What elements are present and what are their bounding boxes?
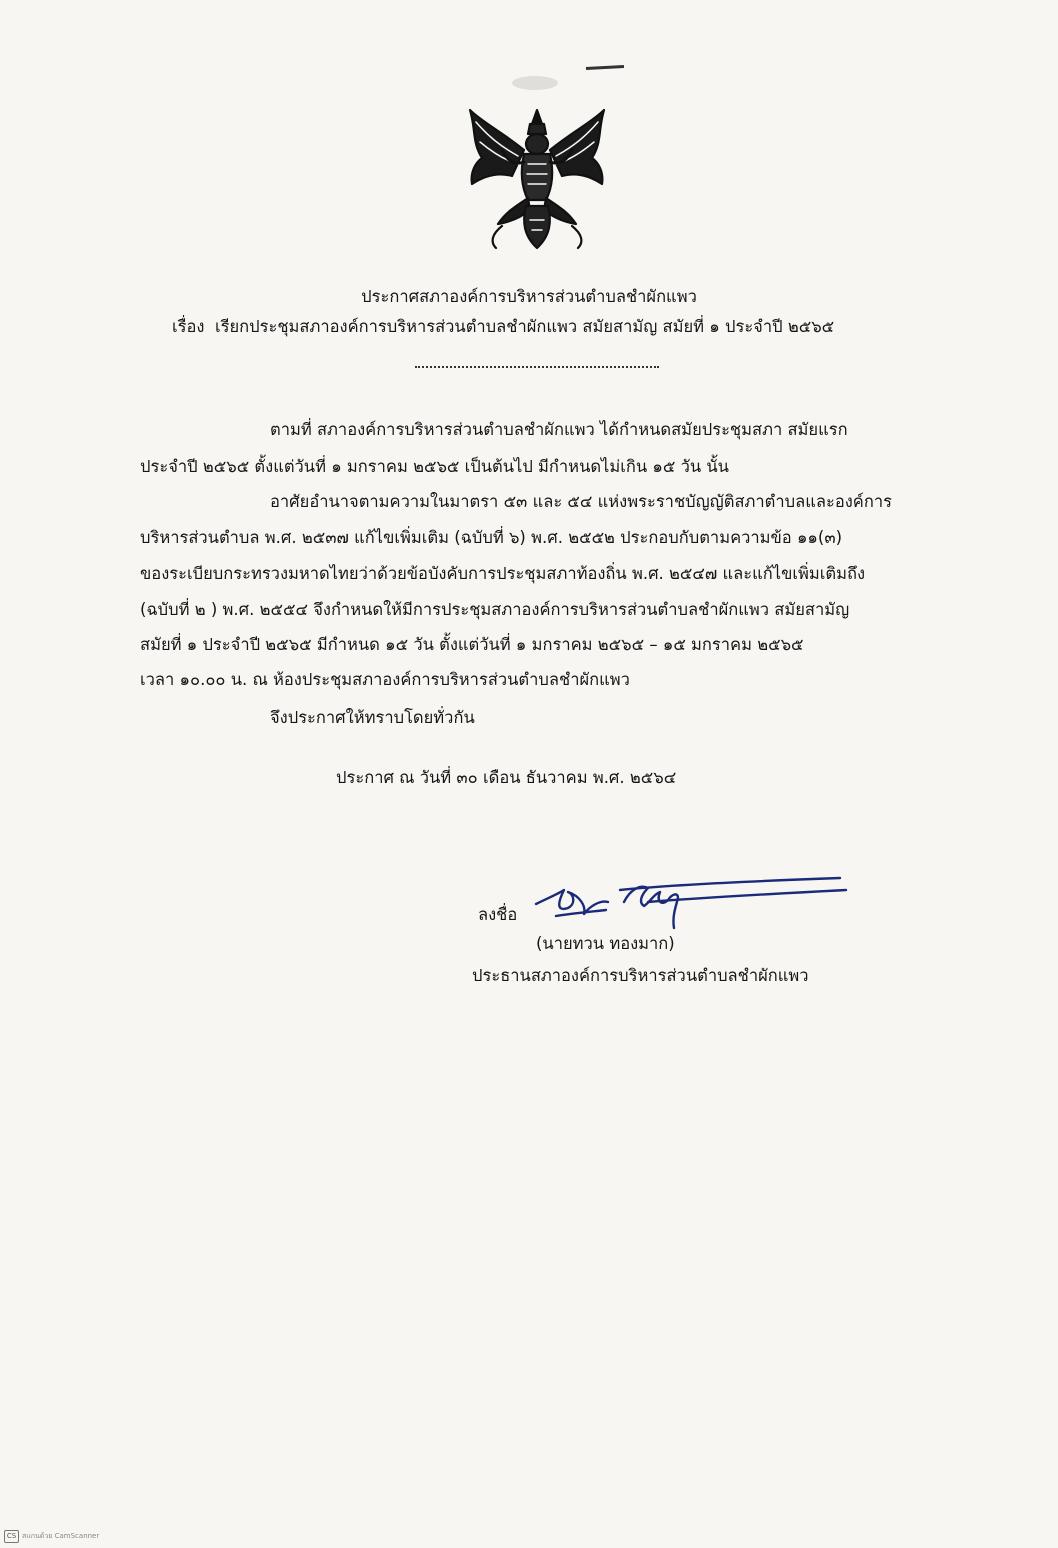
dotted-separator	[415, 366, 659, 368]
subject-label: เรื่อง	[172, 317, 205, 336]
camscanner-logo-icon: CS	[4, 1530, 19, 1543]
camscanner-text: สแกนด้วย CamScanner	[22, 1532, 100, 1540]
body-line-7: สมัยที่ ๑ ประจำปี ๒๕๖๕ มีกำหนด ๑๕ วัน ตั้งแต่วันที่ ๑ มกราคม ๒๕๖๕ – ๑๕ มกราคม ๒๕๖๕	[140, 635, 804, 654]
body-line-1: ตามที่ สภาองค์การบริหารส่วนตำบลชำผักแพว ได้กำหนดสมัยประชุมสภา สมัยแรก	[270, 420, 848, 439]
date-line: ประกาศ ณ วันที่ ๓๐ เดือน ธันวาคม พ.ศ. ๒๕๖๔	[336, 768, 677, 787]
camscanner-watermark	[4, 1530, 99, 1543]
sign-label: ลงชื่อ	[478, 905, 518, 924]
signer-name: (นายทวน ทองมาก)	[536, 934, 675, 953]
subject-text: เรียกประชุมสภาองค์การบริหารส่วนตำบลชำผักแพว สมัยสามัญ สมัยที่ ๑ ประจำปี ๒๕๖๕	[214, 317, 835, 336]
announcement-title: ประกาศสภาองค์การบริหารส่วนตำบลชำผักแพว	[361, 287, 697, 306]
scan-smudge	[512, 76, 558, 90]
body-line-4: บริหารส่วนตำบล พ.ศ. ๒๕๓๗ แก้ไขเพิ่มเติม (ฉบับที่ ๖) พ.ศ. ๒๕๕๒ ประกอบกับตามความข้อ ๑๑(๓)	[140, 528, 843, 547]
garuda-emblem-icon	[462, 102, 612, 252]
subject-line	[172, 315, 834, 339]
pen-mark	[586, 65, 624, 70]
body-line-8: เวลา ๑๐.๐๐ น. ณ ห้องประชุมสภาองค์การบริหารส่วนตำบลชำผักแพว	[140, 670, 630, 689]
body-line-2: ประจำปี ๒๕๖๕ ตั้งแต่วันที่ ๑ มกราคม ๒๕๖๕ เป็นต้นไป มีกำหนดไม่เกิน ๑๕ วัน นั้น	[140, 457, 729, 476]
handwritten-signature	[528, 872, 848, 932]
body-line-5: ของระเบียบกระทรวงมหาดไทยว่าด้วยข้อบังคับการประชุมสภาท้องถิ่น พ.ศ. ๒๕๔๗ และแก้ไขเพิ่มเติมถึง	[140, 564, 866, 583]
closing-line: จึงประกาศให้ทราบโดยทั่วกัน	[270, 708, 475, 727]
body-line-6: (ฉบับที่ ๒ ) พ.ศ. ๒๕๕๔ จึงกำหนดให้มีการประชุมสภาองค์การบริหารส่วนตำบลชำผักแพว สมัยสามัญ	[140, 600, 850, 619]
body-line-3: อาศัยอำนาจตามความในมาตรา ๕๓ และ ๕๔ แห่งพระราชบัญญัติสภาตำบลและองค์การ	[270, 492, 892, 511]
signer-position: ประธานสภาองค์การบริหารส่วนตำบลชำผักแพว	[472, 966, 809, 985]
